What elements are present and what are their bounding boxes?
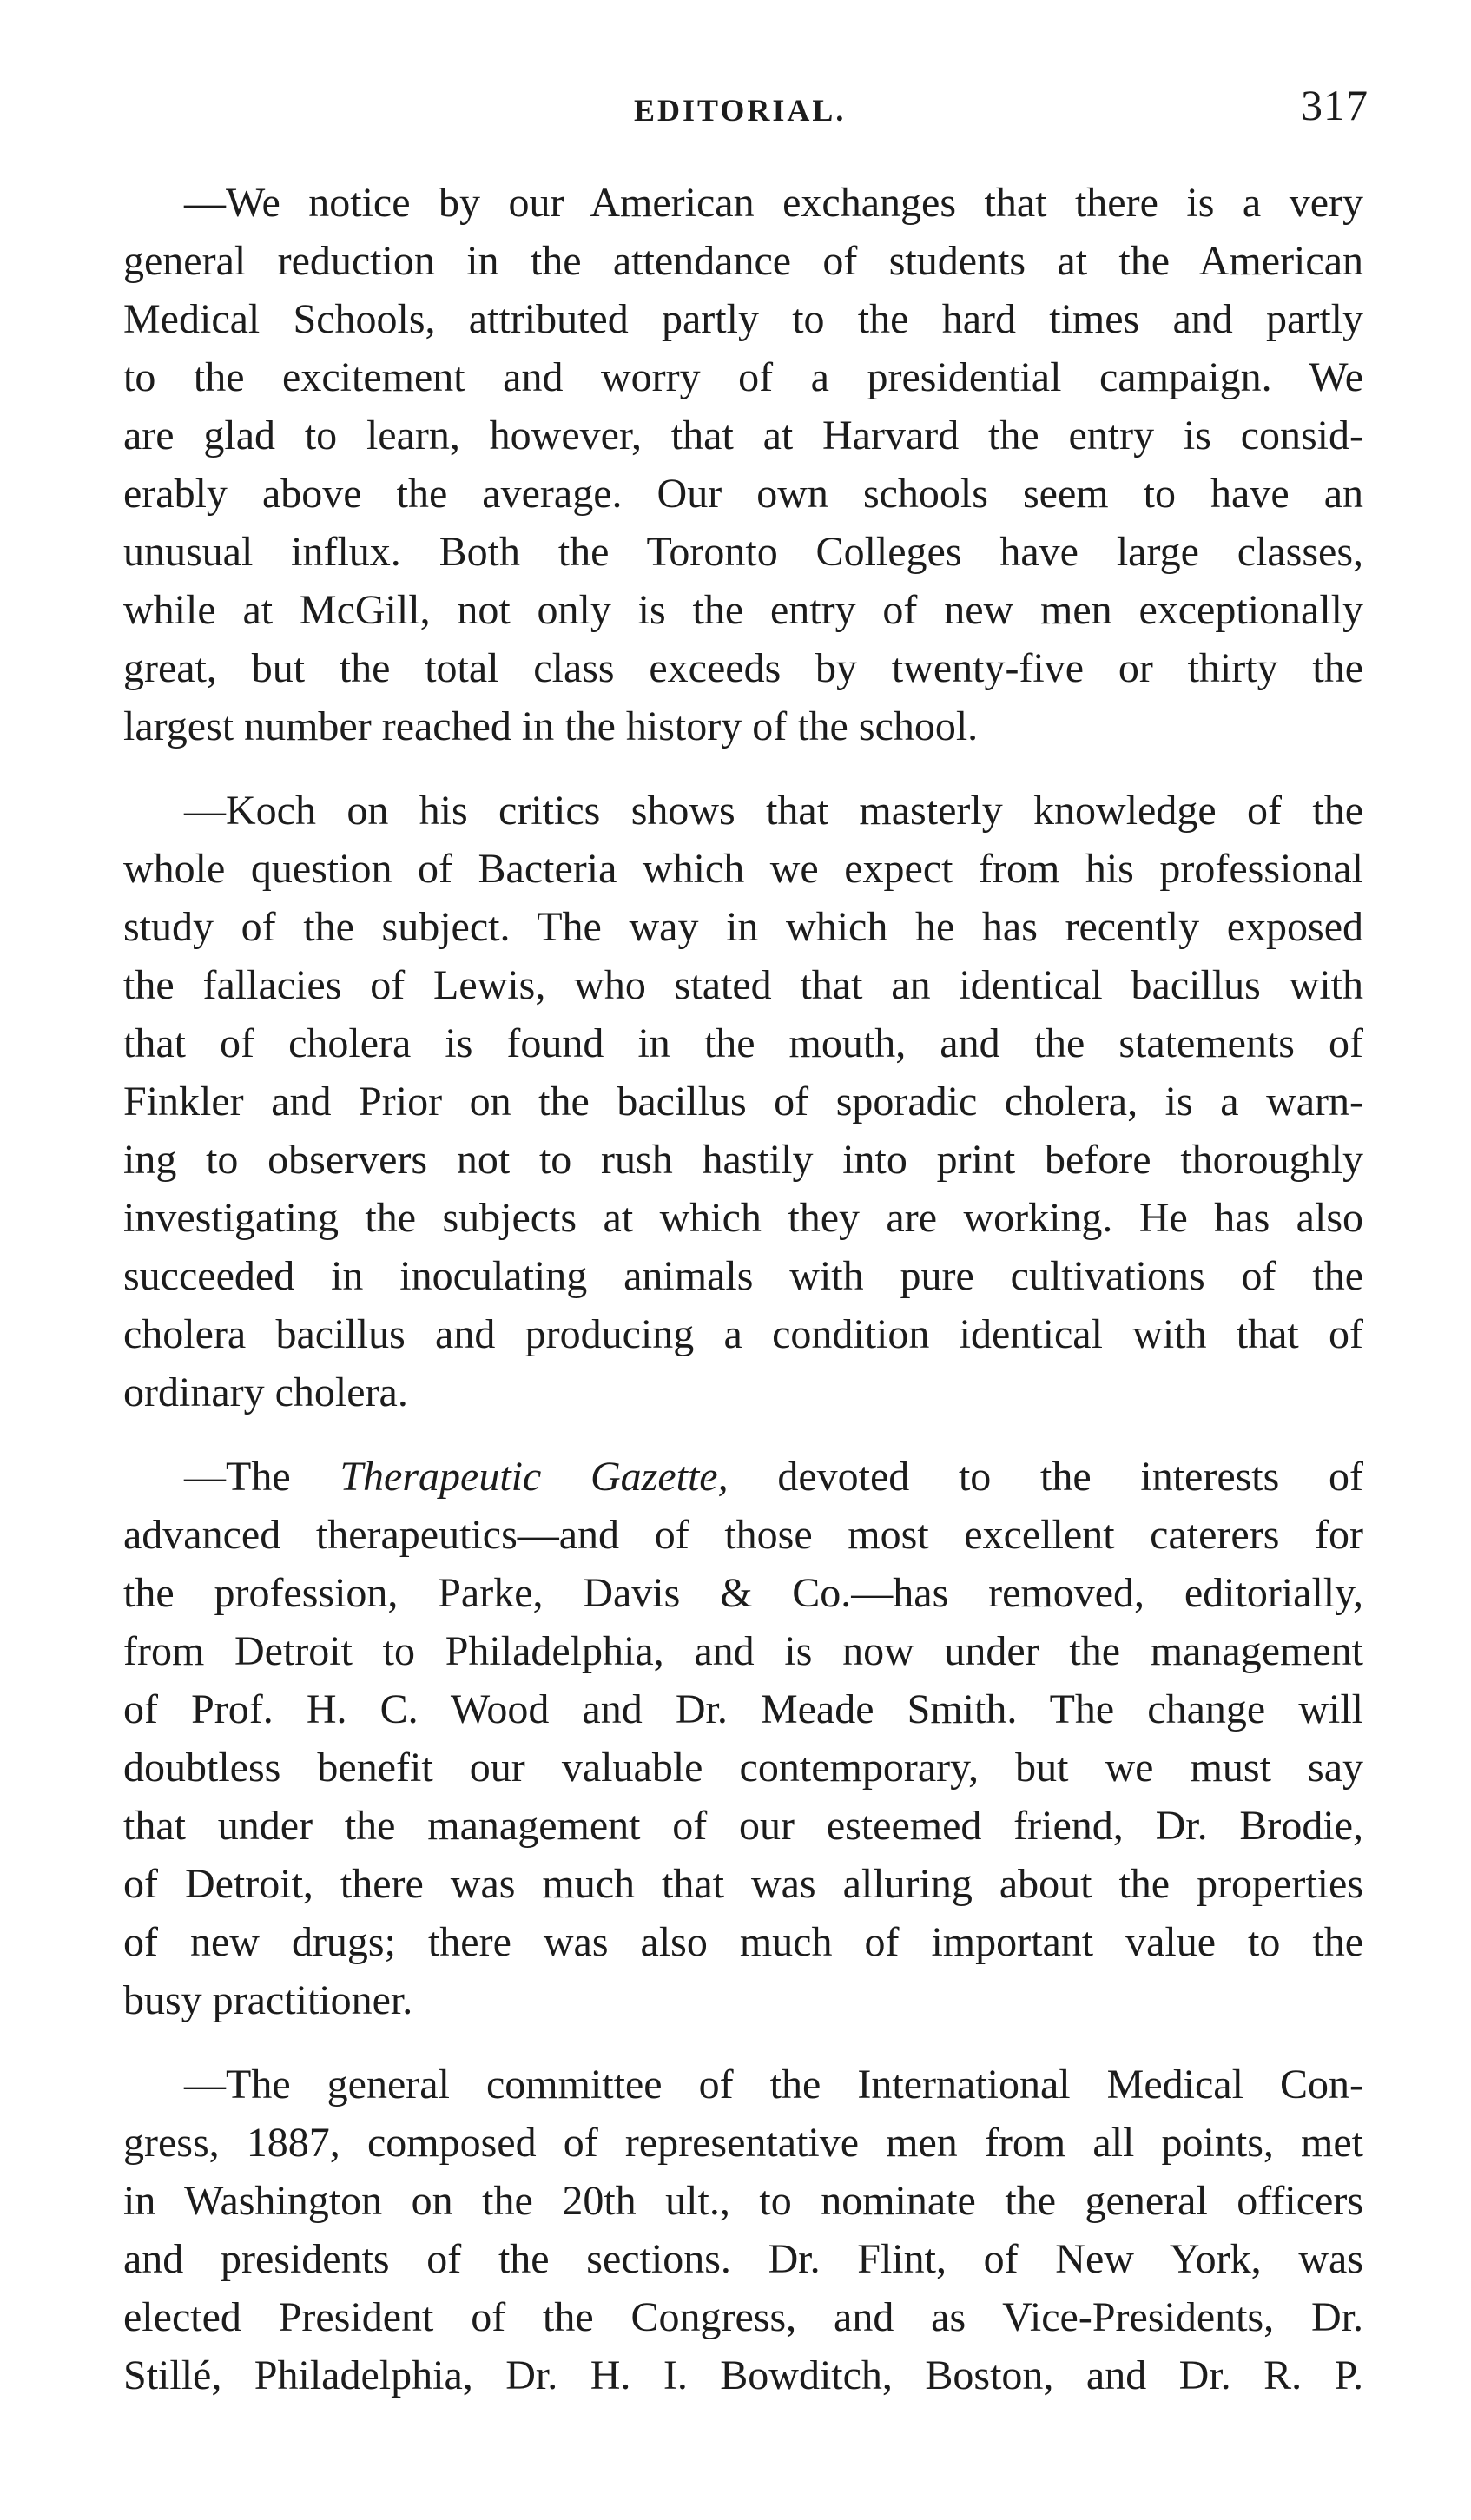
text-line: ing to observers not to rush hastily into print before thoroughly xyxy=(123,1137,1363,1183)
text-line: that of cholera is found in the mouth, and the statements of xyxy=(123,1020,1363,1066)
text-line: succeeded in inoculating animals with pure cultivations of the xyxy=(123,1253,1363,1299)
text-line: cholera bacillus and producing a condition identical with that of xyxy=(123,1311,1363,1357)
text-line: elected President of the Congress, and as Vice-Presidents, Dr. xyxy=(123,2294,1363,2340)
text-line: investigating the subjects at which they are working. He has also xyxy=(123,1195,1363,1241)
text-line: are glad to learn, however, that at Harvard the entry is consid- xyxy=(123,412,1363,458)
text-line: —The general committee of the International Medical Con- xyxy=(184,2062,1363,2108)
text-line: —Koch on his critics shows that masterly knowledge of the xyxy=(184,788,1363,834)
text-line: that under the management of our esteemed friend, Dr. Brodie, xyxy=(123,1803,1363,1849)
text-line: to the excitement and worry of a presidential campaign. We xyxy=(123,354,1363,400)
body-text xyxy=(123,174,1363,2431)
text-line: advanced therapeutics—and of those most excellent caterers for xyxy=(123,1512,1363,1558)
text-run: —The xyxy=(184,1454,291,1500)
text-line: Medical Schools, attributed partly to the hard times and partly xyxy=(123,296,1363,342)
text-run: devoted to the interests of xyxy=(777,1454,1363,1500)
paragraph-medical-congress xyxy=(123,2055,1363,2405)
text-line: general reduction in the attendance of students at the American xyxy=(123,238,1363,284)
text-line: the fallacies of Lewis, who stated that an identical bacillus with xyxy=(123,962,1363,1008)
text-line: largest number reached in the history of the school. xyxy=(123,703,979,749)
text-line: Stillé, Philadelphia, Dr. H. I. Bowditch, Boston, and Dr. R. P. xyxy=(123,2352,1363,2398)
journal-title: Therapeutic Gazette, xyxy=(340,1454,729,1500)
text-line: and presidents of the sections. Dr. Flint, of New York, was xyxy=(123,2236,1363,2282)
running-head xyxy=(0,80,1471,132)
running-head-title: EDITORIAL. xyxy=(634,93,847,128)
page-number: 317 xyxy=(1301,81,1369,129)
text-line: whole question of Bacteria which we expect from his professional xyxy=(123,846,1363,892)
text-line: in Washington on the 20th ult., to nominate the general officers xyxy=(123,2178,1363,2224)
text-line: unusual influx. Both the Toronto Colleges have large classes, xyxy=(123,529,1363,575)
text-line: study of the subject. The way in which he has recently exposed xyxy=(123,904,1363,950)
text-line: from Detroit to Philadelphia, and is now under the management xyxy=(123,1628,1363,1674)
text-line xyxy=(123,1448,1363,1506)
text-line: erably above the average. Our own schools seem to have an xyxy=(123,471,1363,517)
text-line: great, but the total class exceeds by twenty-five or thirty the xyxy=(123,645,1363,691)
text-line: the profession, Parke, Davis & Co.—has removed, editorially, xyxy=(123,1570,1363,1616)
text-line: ordinary cholera. xyxy=(123,1369,408,1415)
text-line: of Detroit, there was much that was alluring about the properties xyxy=(123,1861,1363,1907)
paragraph-therapeutic-gazette xyxy=(123,1448,1363,2029)
text-line: busy practitioner. xyxy=(123,1977,413,2023)
paragraph-enrollment xyxy=(123,174,1363,755)
text-line: doubtless benefit our valuable contemporary, but we must say xyxy=(123,1745,1363,1791)
paragraph-koch xyxy=(123,782,1363,1422)
text-line: while at McGill, not only is the entry of new men exceptionally xyxy=(123,587,1363,633)
text-line: of Prof. H. C. Wood and Dr. Meade Smith. The change will xyxy=(123,1686,1363,1732)
text-line: of new drugs; there was also much of important value to the xyxy=(123,1919,1363,1965)
text-line: Finkler and Prior on the bacillus of sporadic cholera, is a warn- xyxy=(123,1079,1363,1125)
text-line: —We notice by our American exchanges that there is a very xyxy=(184,180,1363,226)
text-line: gress, 1887, composed of representative men from all points, met xyxy=(123,2120,1363,2166)
